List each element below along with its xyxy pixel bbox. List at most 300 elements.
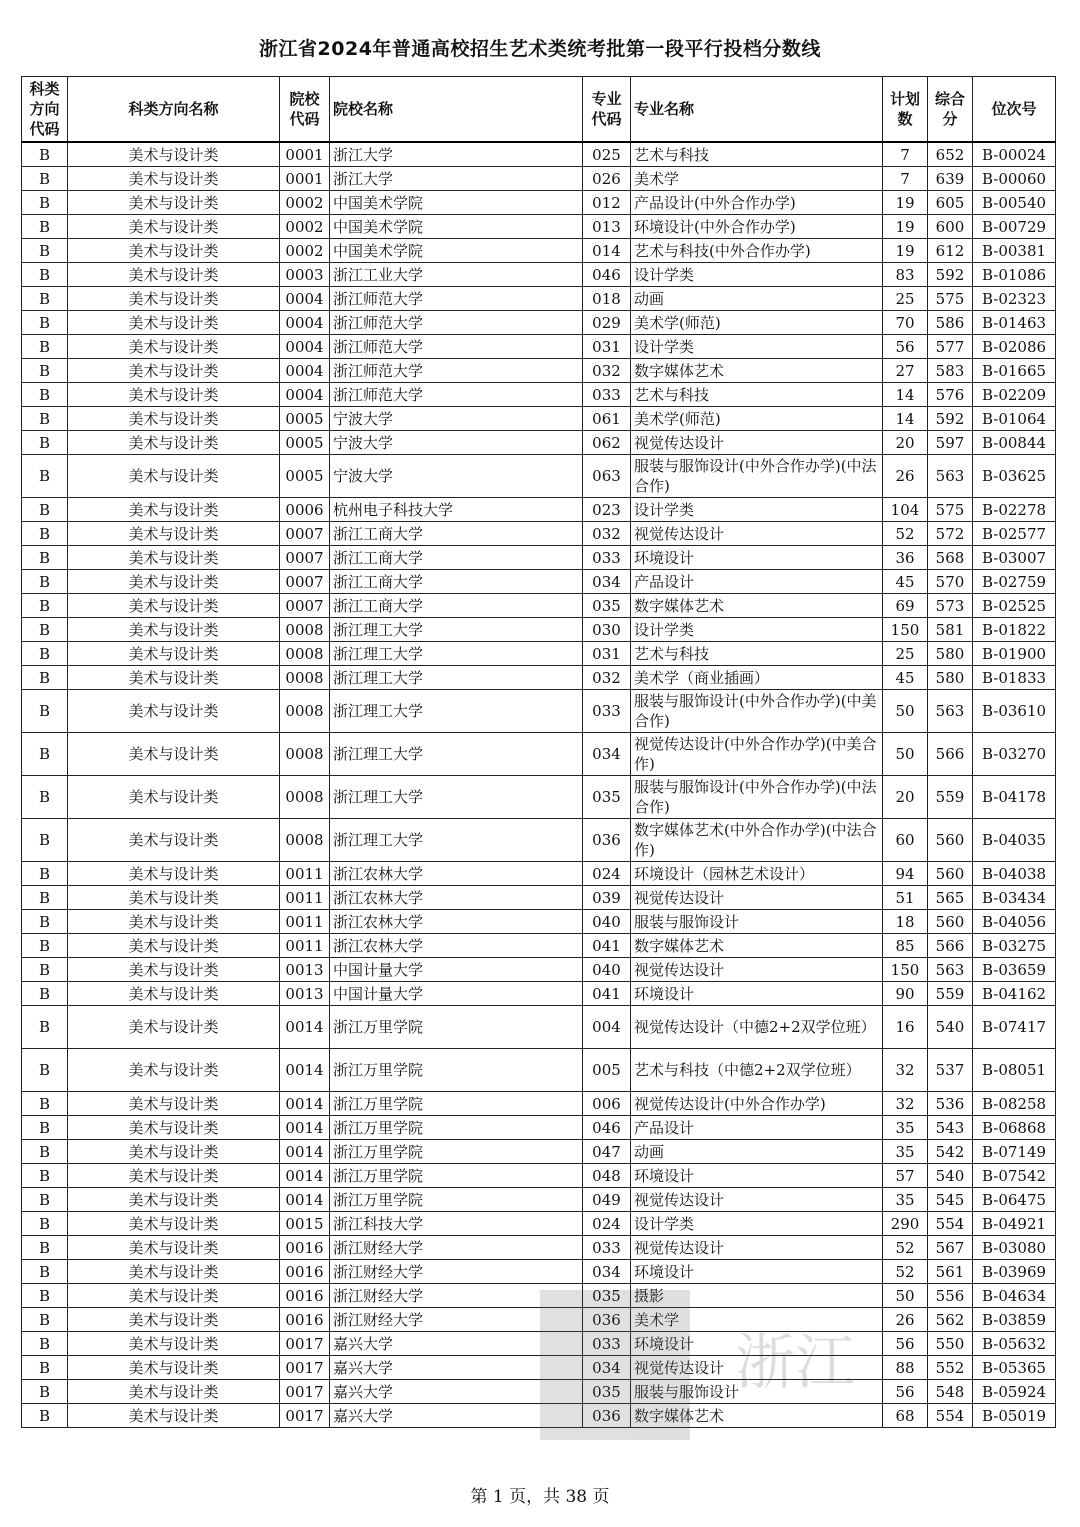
cell-score: 552 [928,1356,973,1380]
cell-category-name: 美术与设计类 [68,1404,280,1428]
cell-category-code: B [22,239,68,263]
table-row [22,642,1056,666]
cell-major-code: 034 [583,570,631,594]
cell-score: 605 [928,191,973,215]
cell-plan: 7 [883,142,928,167]
cell-rank: B-05019 [973,1404,1056,1428]
cell-rank: B-03859 [973,1308,1056,1332]
cell-major-name: 设计学类 [631,498,883,522]
cell-major-name: 服装与服饰设计 [631,1380,883,1404]
cell-major-code: 029 [583,311,631,335]
cell-major-code: 047 [583,1140,631,1164]
cell-major-name: 视觉传达设计 [631,431,883,455]
cell-rank: B-02577 [973,522,1056,546]
cell-major-name: 服装与服饰设计(中外合作办学)(中法合作) [631,455,883,498]
cell-category-code: B [22,690,68,733]
cell-major-code: 061 [583,407,631,431]
cell-category-code: B [22,1212,68,1236]
cell-category-name: 美术与设计类 [68,455,280,498]
cell-major-name: 艺术与科技（中德2+2双学位班） [631,1049,883,1092]
cell-category-name: 美术与设计类 [68,1356,280,1380]
cell-major-name: 数字媒体艺术(中外合作办学)(中法合作) [631,819,883,862]
table-row [22,618,1056,642]
cell-category-name: 美术与设计类 [68,1236,280,1260]
cell-school-code: 0007 [280,570,330,594]
cell-school-name: 浙江理工大学 [330,776,583,819]
cell-school-name: 浙江师范大学 [330,287,583,311]
cell-plan: 35 [883,1116,928,1140]
cell-category-name: 美术与设计类 [68,1380,280,1404]
cell-school-name: 浙江万里学院 [330,1188,583,1212]
cell-rank: B-01900 [973,642,1056,666]
table-row [22,239,1056,263]
cell-school-code: 0004 [280,383,330,407]
cell-major-code: 035 [583,1284,631,1308]
cell-school-name: 浙江师范大学 [330,383,583,407]
cell-major-code: 063 [583,455,631,498]
cell-major-code: 033 [583,690,631,733]
cell-plan: 50 [883,733,928,776]
cell-plan: 19 [883,215,928,239]
cell-category-name: 美术与设计类 [68,191,280,215]
header-score: 综合分 [928,77,973,143]
cell-major-code: 033 [583,1236,631,1260]
cell-category-code: B [22,910,68,934]
cell-school-code: 0015 [280,1212,330,1236]
cell-school-name: 浙江工业大学 [330,263,583,287]
cell-category-name: 美术与设计类 [68,934,280,958]
cell-major-code: 024 [583,1212,631,1236]
cell-category-code: B [22,522,68,546]
cell-score: 562 [928,1308,973,1332]
table-row [22,1164,1056,1188]
cell-school-name: 浙江万里学院 [330,1049,583,1092]
cell-score: 639 [928,167,973,191]
cell-category-name: 美术与设计类 [68,1284,280,1308]
header-major-name: 专业名称 [631,77,883,143]
cell-category-code: B [22,570,68,594]
table-row [22,359,1056,383]
cell-score: 612 [928,239,973,263]
cell-school-name: 浙江师范大学 [330,311,583,335]
cell-score: 581 [928,618,973,642]
cell-rank: B-07149 [973,1140,1056,1164]
cell-score: 548 [928,1380,973,1404]
cell-major-code: 033 [583,1332,631,1356]
cell-school-code: 0004 [280,311,330,335]
cell-school-code: 0014 [280,1049,330,1092]
cell-score: 563 [928,455,973,498]
table-row [22,1404,1056,1428]
cell-rank: B-05365 [973,1356,1056,1380]
table-row [22,1006,1056,1049]
cell-category-code: B [22,287,68,311]
cell-major-code: 046 [583,1116,631,1140]
cell-major-name: 视觉传达设计 [631,1236,883,1260]
cell-school-name: 浙江万里学院 [330,1006,583,1049]
cell-plan: 90 [883,982,928,1006]
cell-rank: B-00729 [973,215,1056,239]
cell-rank: B-00024 [973,142,1056,167]
cell-plan: 60 [883,819,928,862]
cell-school-name: 杭州电子科技大学 [330,498,583,522]
header-school-name: 院校名称 [330,77,583,143]
cell-plan: 52 [883,1260,928,1284]
cell-category-code: B [22,215,68,239]
cell-school-name: 浙江万里学院 [330,1092,583,1116]
cell-school-code: 0017 [280,1380,330,1404]
cell-school-code: 0013 [280,982,330,1006]
cell-school-name: 浙江师范大学 [330,335,583,359]
table-row [22,910,1056,934]
cell-plan: 50 [883,1284,928,1308]
cell-plan: 7 [883,167,928,191]
cell-rank: B-03659 [973,958,1056,982]
cell-plan: 20 [883,776,928,819]
cell-major-code: 062 [583,431,631,455]
cell-category-name: 美术与设计类 [68,1164,280,1188]
cell-school-code: 0002 [280,239,330,263]
cell-category-code: B [22,1284,68,1308]
cell-school-name: 浙江农林大学 [330,862,583,886]
cell-plan: 19 [883,239,928,263]
cell-category-code: B [22,191,68,215]
cell-category-code: B [22,1116,68,1140]
cell-score: 554 [928,1212,973,1236]
cell-major-name: 视觉传达设计 [631,522,883,546]
cell-rank: B-02759 [973,570,1056,594]
cell-major-code: 046 [583,263,631,287]
cell-major-code: 026 [583,167,631,191]
cell-major-code: 034 [583,733,631,776]
cell-category-code: B [22,1006,68,1049]
cell-major-name: 产品设计(中外合作办学) [631,191,883,215]
cell-rank: B-04056 [973,910,1056,934]
watermark-text: 浙江 [735,1328,855,1398]
cell-major-name: 视觉传达设计 [631,1356,883,1380]
table-header-row [22,77,1056,143]
cell-major-name: 设计学类 [631,335,883,359]
table-row [22,498,1056,522]
cell-score: 652 [928,142,973,167]
table-row [22,142,1056,167]
table-row [22,733,1056,776]
cell-school-code: 0008 [280,776,330,819]
cell-score: 559 [928,982,973,1006]
cell-plan: 51 [883,886,928,910]
cell-score: 543 [928,1116,973,1140]
cell-category-name: 美术与设计类 [68,335,280,359]
table-row [22,407,1056,431]
table-row [22,958,1056,982]
table-row [22,311,1056,335]
cell-major-code: 030 [583,618,631,642]
cell-school-code: 0001 [280,142,330,167]
cell-rank: B-01833 [973,666,1056,690]
page-title: 浙江省2024年普通高校招生艺术类统考批第一段平行投档分数线 [259,38,821,60]
cell-rank: B-03969 [973,1260,1056,1284]
cell-category-code: B [22,886,68,910]
cell-school-code: 0011 [280,910,330,934]
cell-school-name: 浙江工商大学 [330,522,583,546]
cell-category-name: 美术与设计类 [68,311,280,335]
cell-major-code: 036 [583,819,631,862]
cell-category-name: 美术与设计类 [68,522,280,546]
cell-major-code: 035 [583,594,631,618]
cell-school-code: 0011 [280,862,330,886]
cell-category-code: B [22,1140,68,1164]
cell-category-name: 美术与设计类 [68,546,280,570]
cell-major-name: 环境设计 [631,1260,883,1284]
cell-major-code: 039 [583,886,631,910]
table-row [22,1116,1056,1140]
cell-school-code: 0017 [280,1356,330,1380]
table-row [22,690,1056,733]
cell-score: 575 [928,287,973,311]
cell-rank: B-05924 [973,1380,1056,1404]
cell-rank: B-02086 [973,335,1056,359]
cell-major-code: 041 [583,982,631,1006]
cell-rank: B-00381 [973,239,1056,263]
cell-score: 565 [928,886,973,910]
cell-score: 563 [928,690,973,733]
cell-score: 556 [928,1284,973,1308]
cell-school-code: 0014 [280,1188,330,1212]
cell-school-code: 0004 [280,335,330,359]
cell-major-name: 设计学类 [631,1212,883,1236]
cell-major-name: 视觉传达设计 [631,1188,883,1212]
cell-major-name: 数字媒体艺术 [631,359,883,383]
cell-school-code: 0005 [280,455,330,498]
cell-school-name: 浙江农林大学 [330,934,583,958]
table-row [22,167,1056,191]
cell-rank: B-00060 [973,167,1056,191]
cell-major-code: 034 [583,1260,631,1284]
cell-plan: 32 [883,1092,928,1116]
table-row [22,1236,1056,1260]
table-row [22,1284,1056,1308]
cell-category-name: 美术与设计类 [68,1049,280,1092]
cell-school-code: 0014 [280,1116,330,1140]
cell-category-code: B [22,359,68,383]
cell-school-code: 0014 [280,1164,330,1188]
cell-plan: 20 [883,431,928,455]
cell-score: 576 [928,383,973,407]
cell-category-name: 美术与设计类 [68,776,280,819]
cell-plan: 56 [883,335,928,359]
cell-school-code: 0008 [280,819,330,862]
cell-school-name: 浙江万里学院 [330,1164,583,1188]
cell-category-name: 美术与设计类 [68,263,280,287]
cell-plan: 14 [883,407,928,431]
header-category-code: 科类方向代码 [22,77,68,143]
cell-major-name: 环境设计 [631,546,883,570]
cell-score: 570 [928,570,973,594]
table-row [22,594,1056,618]
cell-rank: B-01822 [973,618,1056,642]
table-row [22,982,1056,1006]
cell-school-name: 浙江理工大学 [330,733,583,776]
cell-major-code: 048 [583,1164,631,1188]
cell-score: 540 [928,1164,973,1188]
cell-school-code: 0016 [280,1308,330,1332]
table-row [22,546,1056,570]
header-major-code: 专业代码 [583,77,631,143]
table-row [22,1092,1056,1116]
cell-rank: B-00844 [973,431,1056,455]
table-row [22,1049,1056,1092]
table-row [22,1308,1056,1332]
cell-school-name: 浙江工商大学 [330,546,583,570]
cell-major-name: 数字媒体艺术 [631,1404,883,1428]
cell-school-name: 浙江农林大学 [330,910,583,934]
cell-category-code: B [22,1356,68,1380]
cell-major-name: 环境设计(中外合作办学) [631,215,883,239]
cell-major-name: 环境设计 [631,1164,883,1188]
cell-major-name: 动画 [631,287,883,311]
cell-category-name: 美术与设计类 [68,215,280,239]
cell-school-code: 0008 [280,666,330,690]
cell-category-name: 美术与设计类 [68,1308,280,1332]
cell-plan: 56 [883,1332,928,1356]
cell-plan: 45 [883,570,928,594]
cell-school-code: 0002 [280,215,330,239]
header-plan: 计划数 [883,77,928,143]
cell-school-name: 浙江科技大学 [330,1212,583,1236]
cell-plan: 35 [883,1140,928,1164]
table-row [22,383,1056,407]
cell-category-code: B [22,1092,68,1116]
cell-category-name: 美术与设计类 [68,819,280,862]
cell-category-code: B [22,407,68,431]
cell-school-name: 嘉兴大学 [330,1356,583,1380]
cell-school-code: 0005 [280,407,330,431]
cell-category-name: 美术与设计类 [68,982,280,1006]
cell-major-name: 服装与服饰设计(中外合作办学)(中美合作) [631,690,883,733]
cell-school-code: 0005 [280,431,330,455]
cell-school-name: 中国美术学院 [330,215,583,239]
cell-category-code: B [22,335,68,359]
cell-plan: 290 [883,1212,928,1236]
cell-major-code: 025 [583,142,631,167]
cell-score: 567 [928,1236,973,1260]
cell-major-code: 013 [583,215,631,239]
cell-category-code: B [22,431,68,455]
cell-category-code: B [22,1164,68,1188]
cell-school-code: 0017 [280,1404,330,1428]
cell-category-name: 美术与设计类 [68,690,280,733]
cell-school-name: 浙江财经大学 [330,1284,583,1308]
cell-score: 560 [928,910,973,934]
table-row [22,191,1056,215]
cell-category-code: B [22,546,68,570]
cell-major-code: 006 [583,1092,631,1116]
cell-major-code: 031 [583,335,631,359]
cell-major-name: 美术学（商业插画） [631,666,883,690]
cell-category-code: B [22,666,68,690]
table-row [22,776,1056,819]
cell-plan: 69 [883,594,928,618]
table-row [22,1332,1056,1356]
cell-category-code: B [22,1260,68,1284]
cell-plan: 88 [883,1356,928,1380]
cell-school-code: 0001 [280,167,330,191]
cell-category-name: 美术与设计类 [68,862,280,886]
cell-category-name: 美术与设计类 [68,733,280,776]
table-body [22,142,1056,1428]
cell-school-code: 0003 [280,263,330,287]
table-row [22,1260,1056,1284]
cell-score: 568 [928,546,973,570]
cell-school-code: 0016 [280,1236,330,1260]
table-row [22,263,1056,287]
cell-category-code: B [22,167,68,191]
header-category-name: 科类方向名称 [68,77,280,143]
cell-major-name: 视觉传达设计 [631,958,883,982]
cell-school-name: 浙江财经大学 [330,1308,583,1332]
cell-plan: 26 [883,455,928,498]
cell-plan: 52 [883,1236,928,1260]
cell-plan: 94 [883,862,928,886]
cell-school-code: 0006 [280,498,330,522]
cell-plan: 16 [883,1006,928,1049]
cell-score: 592 [928,407,973,431]
cell-category-name: 美术与设计类 [68,498,280,522]
table-row [22,1380,1056,1404]
cell-category-code: B [22,311,68,335]
cell-major-name: 视觉传达设计 [631,886,883,910]
cell-category-code: B [22,1380,68,1404]
cell-category-name: 美术与设计类 [68,239,280,263]
cell-rank: B-05632 [973,1332,1056,1356]
cell-score: 566 [928,934,973,958]
cell-rank: B-02278 [973,498,1056,522]
cell-major-name: 美术学 [631,167,883,191]
cell-rank: B-06868 [973,1116,1056,1140]
cell-major-name: 艺术与科技(中外合作办学) [631,239,883,263]
cell-category-code: B [22,819,68,862]
cell-school-name: 宁波大学 [330,455,583,498]
cell-rank: B-07542 [973,1164,1056,1188]
cell-school-name: 浙江工商大学 [330,594,583,618]
cell-school-name: 浙江大学 [330,142,583,167]
table-row [22,522,1056,546]
cell-category-name: 美术与设计类 [68,431,280,455]
cell-plan: 50 [883,690,928,733]
cell-rank: B-04038 [973,862,1056,886]
cell-category-code: B [22,618,68,642]
cell-rank: B-03610 [973,690,1056,733]
cell-plan: 56 [883,1380,928,1404]
cell-category-code: B [22,1332,68,1356]
cell-school-name: 浙江理工大学 [330,642,583,666]
cell-score: 540 [928,1006,973,1049]
cell-major-name: 环境设计 [631,1332,883,1356]
cell-rank: B-01064 [973,407,1056,431]
cell-major-code: 040 [583,958,631,982]
cell-major-name: 艺术与科技 [631,383,883,407]
cell-plan: 85 [883,934,928,958]
cell-school-name: 浙江理工大学 [330,819,583,862]
cell-score: 561 [928,1260,973,1284]
cell-plan: 26 [883,1308,928,1332]
cell-category-code: B [22,958,68,982]
cell-category-code: B [22,776,68,819]
cell-major-name: 数字媒体艺术 [631,594,883,618]
cell-school-code: 0014 [280,1092,330,1116]
cell-score: 575 [928,498,973,522]
cell-school-name: 浙江大学 [330,167,583,191]
